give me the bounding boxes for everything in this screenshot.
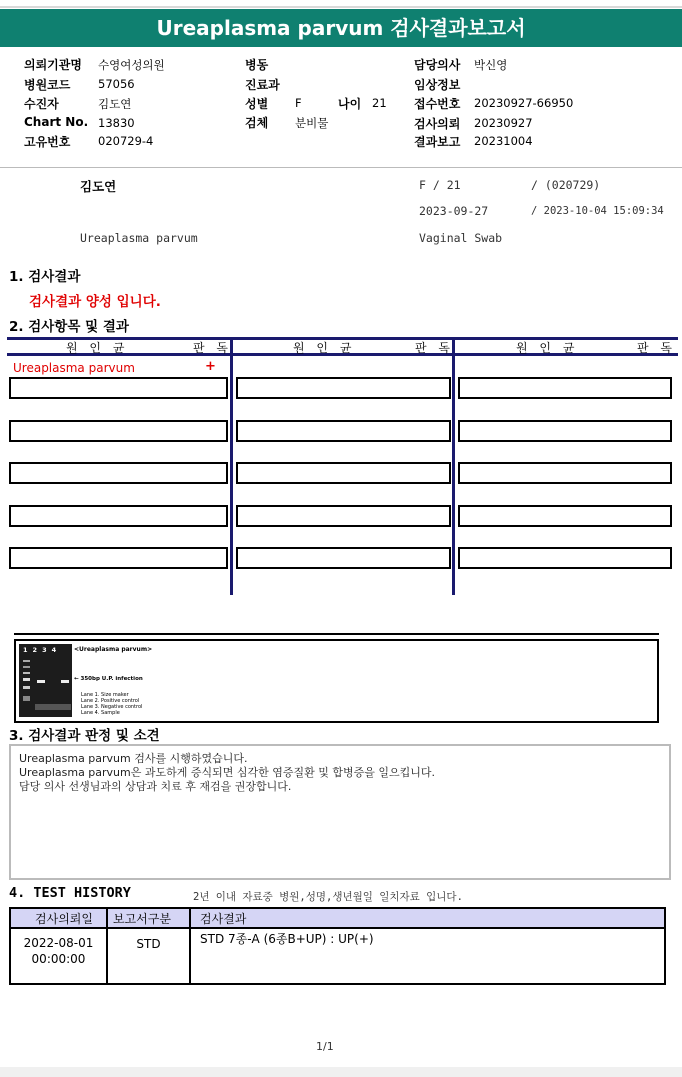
section1-title: 1. 검사결과 xyxy=(9,269,81,285)
gel-title: <Ureaplasma parvum> xyxy=(74,646,153,653)
age-value: 21 xyxy=(372,96,387,110)
section2-title: 2. 검사항목 및 결과 xyxy=(9,319,129,335)
doctor-value: 박신영 xyxy=(474,58,508,72)
unique-label: 고유번호 xyxy=(24,135,71,149)
patient-test-name: Ureaplasma parvum xyxy=(80,231,198,245)
opinion-box xyxy=(9,744,671,880)
sex-label: 성별 xyxy=(245,97,269,111)
opinion-line-3: 담당 의사 선생님과의 상담과 치료 후 재검을 권장합니다. xyxy=(19,780,292,793)
empty-result-box xyxy=(458,420,672,442)
pathogen-ureaplasma-parvum: Ureaplasma parvum xyxy=(13,361,135,375)
gel-image xyxy=(19,644,72,717)
empty-result-box xyxy=(236,547,451,569)
history-header-date: 검사의뢰일 xyxy=(35,912,93,926)
result-positive-text: 검사결과 양성 입니다. xyxy=(29,294,161,310)
specimen-value: 분비물 xyxy=(295,116,329,130)
gel-legend: Lane 1. Size maker Lane 2. Positive control Lane 3. Negative control Lane 4. Sample xyxy=(81,692,143,716)
department-label: 진료과 xyxy=(245,78,280,92)
history-header-row xyxy=(11,909,664,929)
doctor-label: 담당의사 xyxy=(414,58,461,72)
specimen-label: 검체 xyxy=(245,116,269,130)
chart-value: 13830 xyxy=(98,116,135,130)
empty-result-box xyxy=(236,377,451,399)
empty-result-box xyxy=(236,462,451,484)
patient-value: 김도연 xyxy=(98,97,132,111)
history-note: 2년 이내 자료중 병원,성명,생년월일 일치자료 입니다. xyxy=(193,891,463,903)
grid-col-divider-1 xyxy=(230,337,233,595)
gel-image-frame xyxy=(14,639,659,723)
hospital-code-label: 병원코드 xyxy=(24,78,71,92)
grid-col-divider-2 xyxy=(452,337,455,595)
sex-value: F xyxy=(295,96,302,110)
history-header-type: 보고서구분 xyxy=(113,912,171,926)
empty-result-box xyxy=(458,377,672,399)
hospital-code-value: 57056 xyxy=(98,77,135,91)
opinion-line-2: Ureaplasma parvum은 과도하게 증식되면 심각한 염증질환 및 합병증을 일으킵니다. xyxy=(19,766,435,779)
empty-result-box xyxy=(9,505,228,527)
section3-title: 3. 검사결과 판정 및 소견 xyxy=(9,728,160,744)
gel-top-rule xyxy=(14,633,659,635)
judgement-positive: + xyxy=(205,359,216,374)
ward-label: 병동 xyxy=(245,58,269,72)
history-result: STD 7종-A (6종B+UP) : UP(+) xyxy=(200,932,374,946)
empty-result-box xyxy=(236,505,451,527)
section4-title: 4. TEST HISTORY xyxy=(9,885,131,901)
patient-name: 김도연 xyxy=(80,179,117,194)
patient-id: / (020729) xyxy=(531,178,601,192)
gel-lane-numbers: 1234 xyxy=(23,646,62,654)
empty-result-box xyxy=(9,547,228,569)
receipt-label: 접수번호 xyxy=(414,97,461,111)
request-value: 20230927 xyxy=(474,116,533,130)
age-label: 나이 xyxy=(338,97,362,111)
history-header-result: 검사결과 xyxy=(200,912,247,926)
result-report-value: 20231004 xyxy=(474,134,533,148)
empty-result-box xyxy=(9,377,228,399)
request-label: 검사의뢰 xyxy=(414,117,461,131)
report-title: Ureaplasma parvum 검사결과보고서 xyxy=(0,9,682,47)
col1-pathogen-header: 원 인 균 xyxy=(66,341,129,355)
history-row xyxy=(11,929,664,983)
chart-label: Chart No. xyxy=(24,115,89,129)
col3-pathogen-header: 원 인 균 xyxy=(516,341,579,355)
page-number: 1/1 xyxy=(316,1040,334,1053)
col3-judgement-header: 판 독 xyxy=(637,341,676,355)
receipt-value: 20230927-66950 xyxy=(474,96,574,110)
top-rule xyxy=(0,6,682,8)
history-table xyxy=(9,907,666,985)
patient-label: 수진자 xyxy=(24,97,59,111)
header-divider xyxy=(0,167,682,168)
patient-request-date: 2023-09-27 xyxy=(419,204,489,218)
institution-value: 수영여성의원 xyxy=(98,58,165,72)
opinion-line-1: Ureaplasma parvum 검사를 시행하였습니다. xyxy=(19,752,248,765)
unique-value: 020729-4 xyxy=(98,134,154,148)
empty-result-box xyxy=(9,462,228,484)
gel-band-label: ← 350bp U.P. infection xyxy=(74,676,143,682)
history-type: STD xyxy=(136,937,161,951)
patient-specimen: Vaginal Swab xyxy=(419,231,503,245)
empty-result-box xyxy=(236,420,451,442)
patient-report-datetime: / 2023-10-04 15:09:34 xyxy=(531,205,664,217)
col1-judgement-header: 판 독 xyxy=(193,341,232,355)
history-date: 2022-08-01 00:00:00 xyxy=(23,936,94,966)
empty-result-box xyxy=(458,547,672,569)
institution-label: 의뢰기관명 xyxy=(24,58,82,72)
empty-result-box xyxy=(458,505,672,527)
patient-sex-age: F / 21 xyxy=(419,178,461,192)
col2-judgement-header: 판 독 xyxy=(415,341,454,355)
clinical-label: 임상정보 xyxy=(414,78,461,92)
empty-result-box xyxy=(9,420,228,442)
empty-result-box xyxy=(458,462,672,484)
result-report-label: 결과보고 xyxy=(414,135,461,149)
col2-pathogen-header: 원 인 균 xyxy=(293,341,356,355)
